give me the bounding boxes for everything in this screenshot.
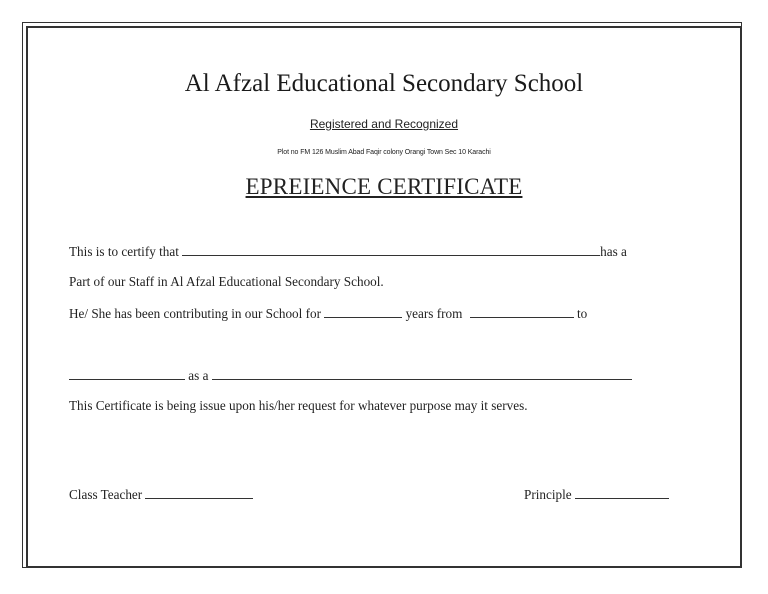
from-date-blank[interactable]: [470, 305, 574, 318]
school-name: Al Afzal Educational Secondary School: [184, 70, 584, 97]
registration-subtitle: Registered and Recognized: [309, 117, 459, 131]
issue-statement: This Certificate is being issue upon his/her request for whatever purpose may it serves.: [69, 398, 528, 413]
certify-line: [69, 243, 627, 260]
contribution-prefix: He/ She has been contributing in our School for: [69, 306, 325, 321]
as-a-label: as a: [185, 368, 212, 383]
certify-prefix: This is to certify that: [69, 244, 183, 259]
principle-blank[interactable]: [575, 486, 669, 499]
contribution-line: [69, 305, 587, 322]
to-label: to: [573, 306, 588, 321]
name-blank[interactable]: [182, 243, 600, 256]
class-teacher-label: Class Teacher: [69, 487, 146, 502]
designation-line: [69, 367, 632, 384]
years-blank[interactable]: [324, 305, 402, 318]
principle-label: Principle: [524, 487, 575, 502]
years-from-label: years from: [402, 306, 466, 321]
staff-line: Part of our Staff in Al Afzal Educational Secondary School.: [69, 274, 384, 289]
class-teacher-blank[interactable]: [145, 486, 253, 499]
certificate-title: EPREIENCE CERTIFICATE: [245, 174, 523, 199]
designation-blank[interactable]: [212, 367, 632, 380]
school-address: Plot no FM 126 Muslim Abad Faqir colony Orangi Town Sec 10 Karachi: [277, 149, 491, 156]
principle-signature: [524, 486, 669, 503]
certify-suffix: has a: [600, 244, 627, 259]
to-date-blank[interactable]: [69, 367, 185, 380]
class-teacher-signature: [69, 486, 253, 503]
